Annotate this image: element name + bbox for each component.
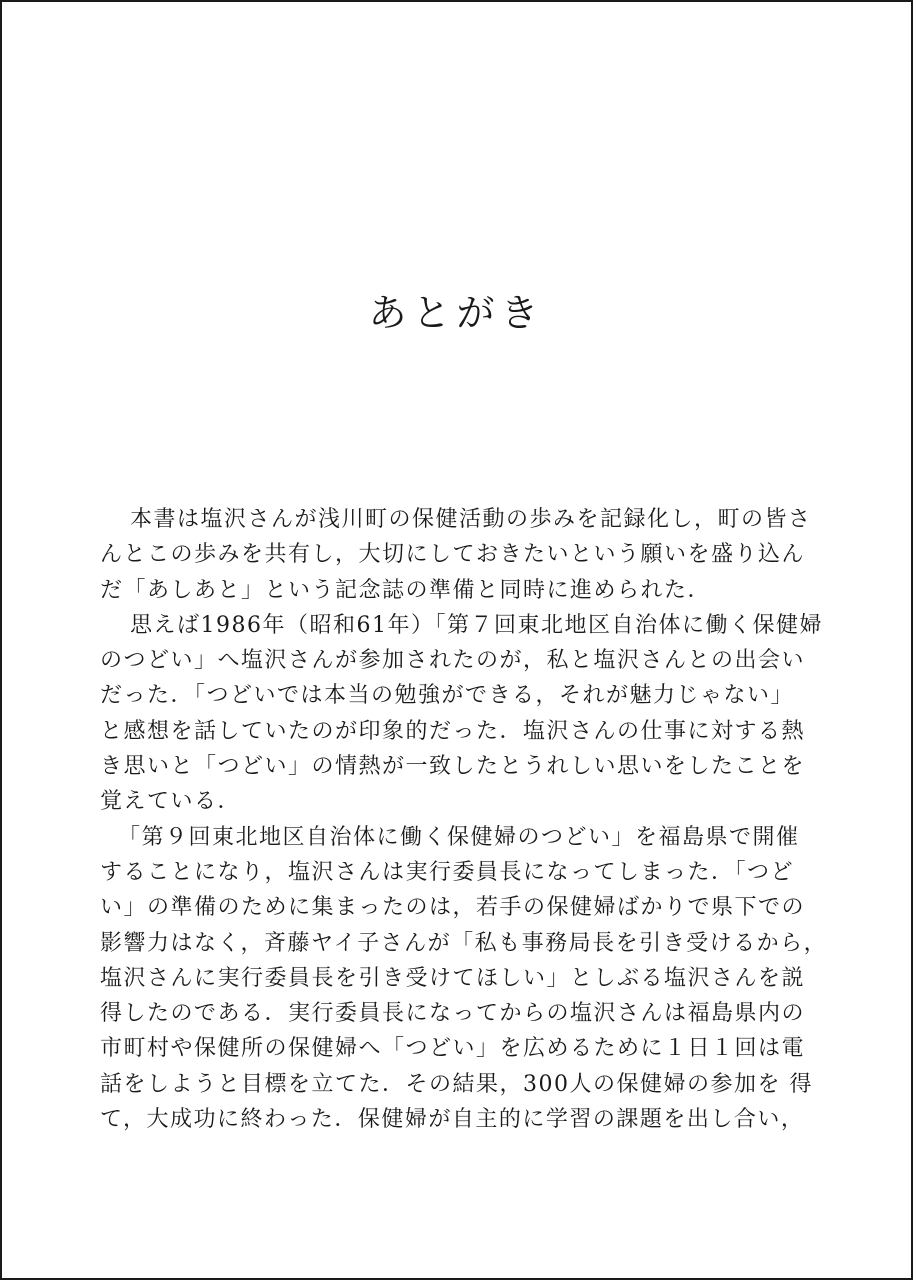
text-line: い」の準備のために集まったのは，若手の保健婦ばかりで県下での — [100, 895, 806, 921]
text-line: 本書は塩沢さんが浅川町の保健活動の歩みを記録化し，町の皆さ — [130, 507, 812, 532]
text-line: き思いと「つどい」の情熱が一致したとうれしい思いをしたことを — [100, 754, 806, 780]
text-line: のつどい」へ塩沢さんが参加されたのが，私と塩沢さんとの出会い — [100, 648, 806, 674]
text-line: 市町村や保健所の保健婦へ「つどい」を広めるために１日１回は電 — [100, 1036, 806, 1062]
text-line: 塩沢さんに実行委員長を引き受けてほしい」としぶる塩沢さんを説 — [100, 965, 806, 991]
page-title: あとがき — [368, 291, 545, 335]
text-line: 得したのである．実行委員長になってからの塩沢さんは福島県内の — [100, 1001, 806, 1027]
text-line: 「第９回東北地区自治体に働く保健婦のつどい」を福島県で開催 — [118, 824, 800, 850]
text-line: 覚えている． — [100, 789, 242, 815]
text-line: 思えば1986年（昭和61年）「第７回東北地区自治体に働く保健婦 — [130, 612, 823, 638]
text-line: だった．「つどいでは本当の勉強ができる，それが魅力じゃない」 — [100, 683, 795, 709]
text-line: んとこの歩みを共有し，大切にしておきたいという願いを盛り込ん — [100, 542, 806, 568]
text-line: と感想を話していたのが印象的だった．塩沢さんの仕事に対する熱 — [100, 718, 806, 744]
body-text — [100, 502, 828, 1137]
text-line: だ「あしあと」という記念誌の準備と同時に進められた． — [100, 577, 712, 603]
text-line: することになり，塩沢さんは実行委員長になってしまった．「つど — [100, 859, 795, 885]
text-line: 影響力はなく，斉藤ヤイ子さんが「私も事務局長を引き受けるから， — [100, 930, 828, 956]
text-line: 話をしようと目標を立てた．その結果，300人の保健婦の参加を 得 — [100, 1071, 813, 1097]
text-line: て，大成功に終わった．保健婦が自主的に学習の課題を出し合い， — [100, 1107, 805, 1133]
